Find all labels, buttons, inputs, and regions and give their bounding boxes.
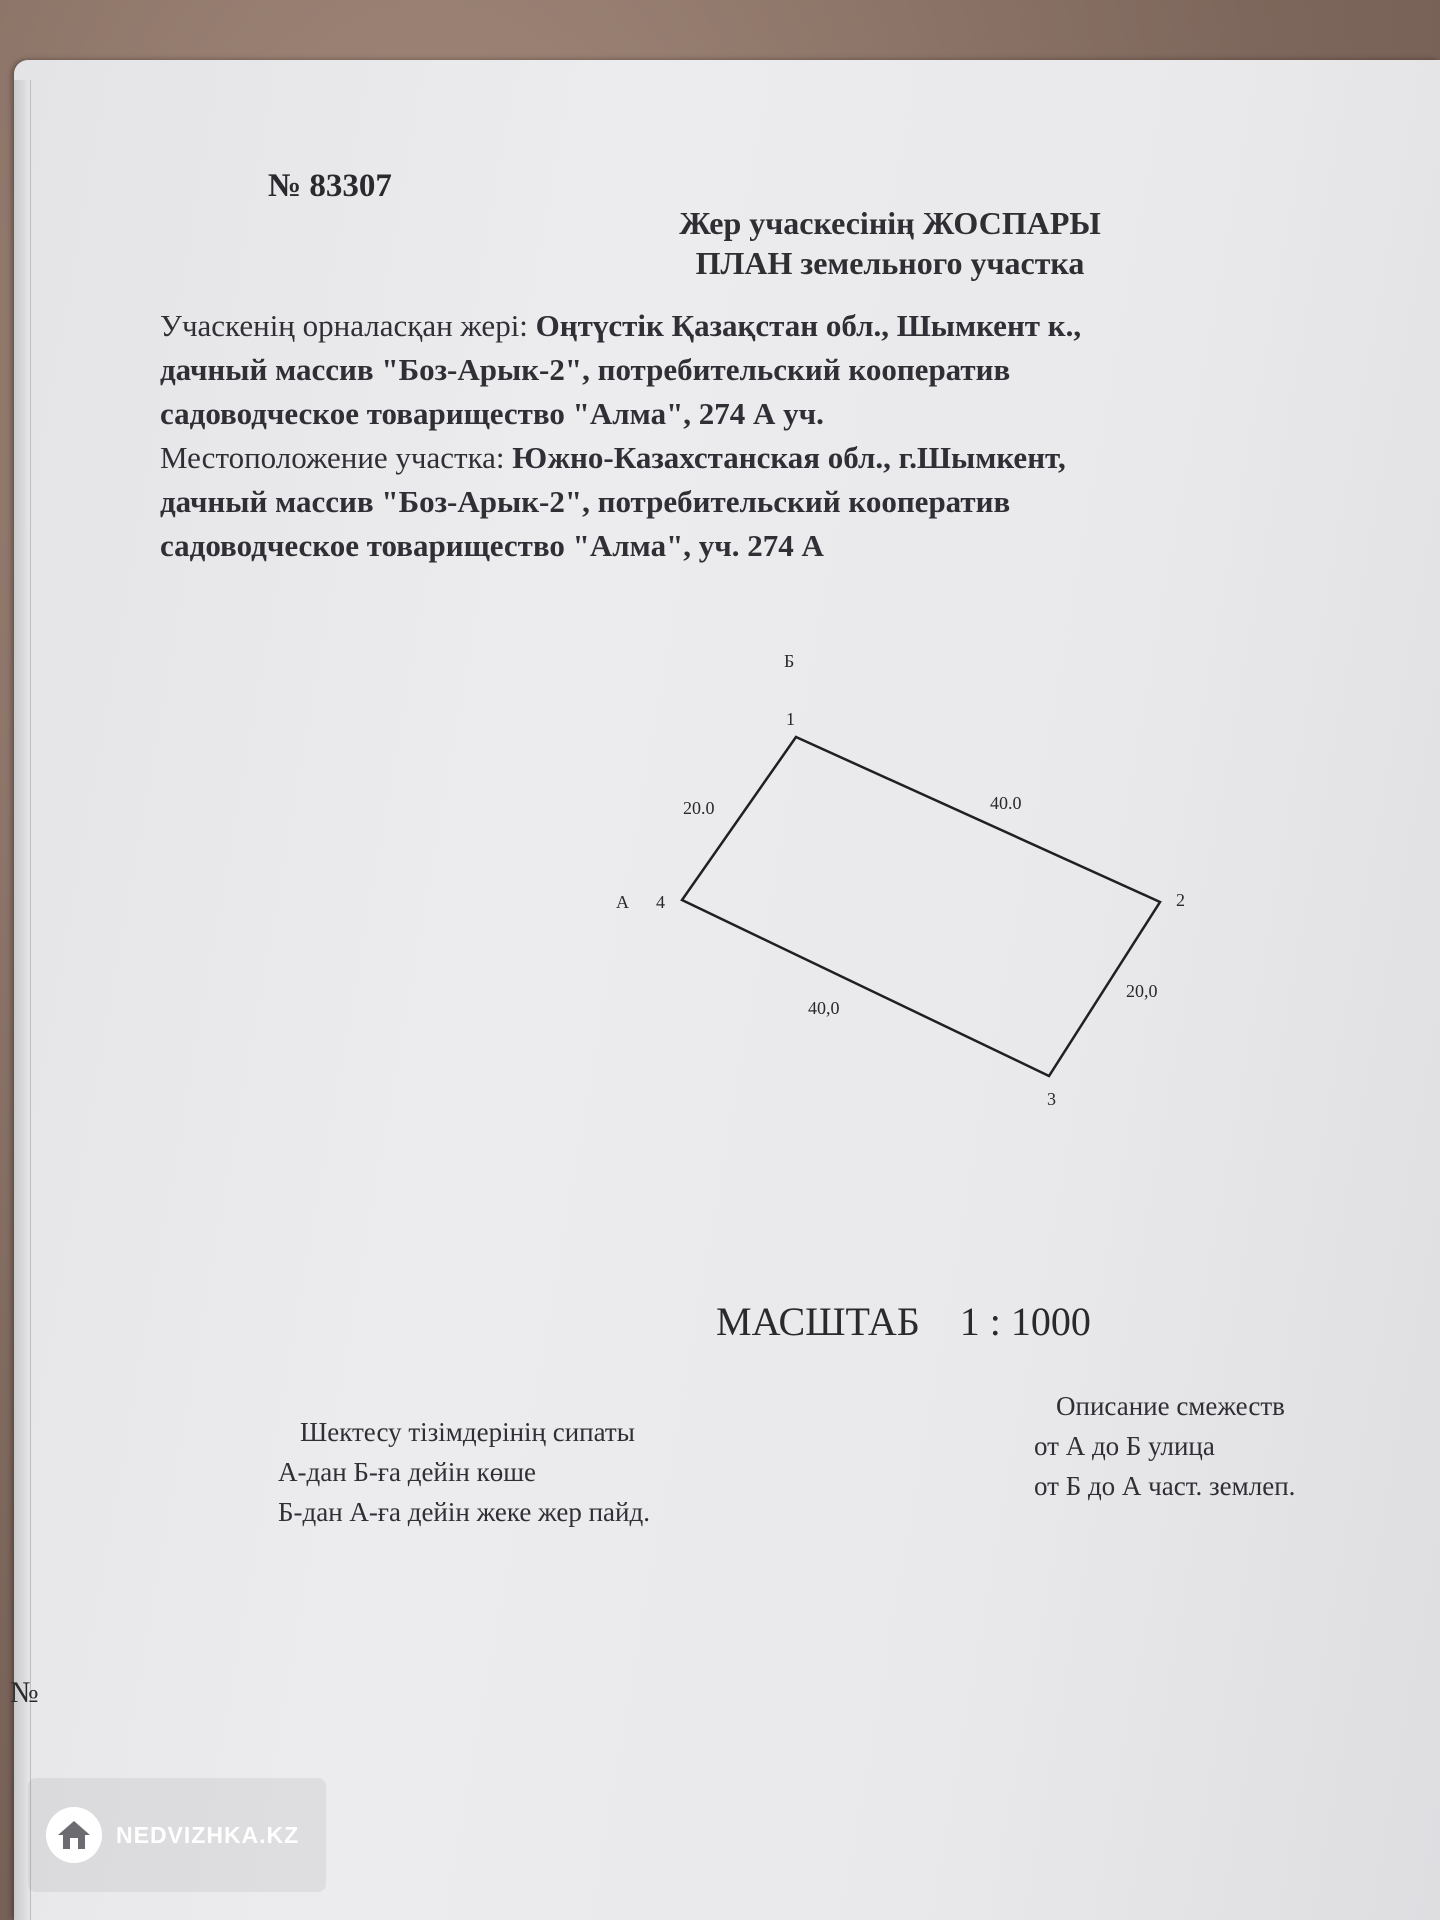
land-plot-plan [560,640,1220,1120]
direction-label-north: Б [784,651,795,671]
location-ru-line-2: дачный массив "Боз-Арык-2", потребительский кооператив [160,484,1011,519]
title-russian: ПЛАН земельного участка [695,245,1085,281]
location-ru-value: Южно-Казахстанская обл., г.Шымкент, [512,440,1066,475]
adjacency-ru-line-1: от А до Б улица [1034,1431,1215,1461]
watermark-text: NEDVIZHKA.KZ [116,1821,300,1848]
side-length-4-1: 20.0 [683,798,715,818]
adjacency-ru-line-2: от Б до А част. землеп. [1034,1471,1296,1501]
document-number: № 83307 [268,168,392,204]
side-length-3-4: 40,0 [808,998,840,1018]
point-label-4: 4 [656,892,665,912]
location-ru-line-1 [160,436,1320,480]
adjacency-kk-line-1: А-дан Б-ға дейін көше [278,1457,536,1487]
direction-label-west: А [616,892,629,912]
location-ru-label: Местоположение участка: [160,440,505,475]
corner-number-mark: № [10,1676,39,1709]
point-label-2: 2 [1176,890,1185,910]
location-kk-line-3: садоводческое товарищество "Алма", 274 А уч. [160,396,824,431]
scale-label: МАСШТАБ [716,1299,920,1344]
location-ru-line-3: садоводческое товарищество "Алма", уч. 274 А [160,528,824,563]
point-label-3: 3 [1047,1089,1056,1109]
scale [716,1298,1091,1345]
side-length-2-3: 20,0 [1126,981,1158,1001]
adjacency-kazakh [278,1412,778,1532]
plot-boundary [682,737,1160,1076]
adjacency-kk-title: Шектесу тізімдерінің сипаты [300,1417,635,1447]
scale-value: 1 : 1000 [959,1299,1091,1344]
location-kk-line-2: дачный массив "Боз-Арык-2", потребительский кооператив [160,352,1011,387]
adjacency-russian [1034,1386,1354,1506]
adjacency-ru-title: Описание смежеств [1056,1391,1285,1421]
location-kk-line-1 [160,304,1320,348]
location-kk-value: Оңтүстік Қазақстан обл., Шымкент к., [535,308,1082,343]
side-length-1-2: 40.0 [990,793,1022,813]
page-fold [14,80,31,1920]
adjacency-kk-line-2: Б-дан А-ға дейін жеке жер пайд. [278,1497,650,1527]
location-kk-label: Учаскенің орналасқан жері: [160,308,528,343]
title-kazakh: Жер учаскесінің ЖОСПАРЫ [679,205,1101,241]
point-label-1: 1 [786,709,795,729]
watermark [28,1778,326,1892]
house-icon [46,1807,102,1863]
location-block [160,304,1320,568]
